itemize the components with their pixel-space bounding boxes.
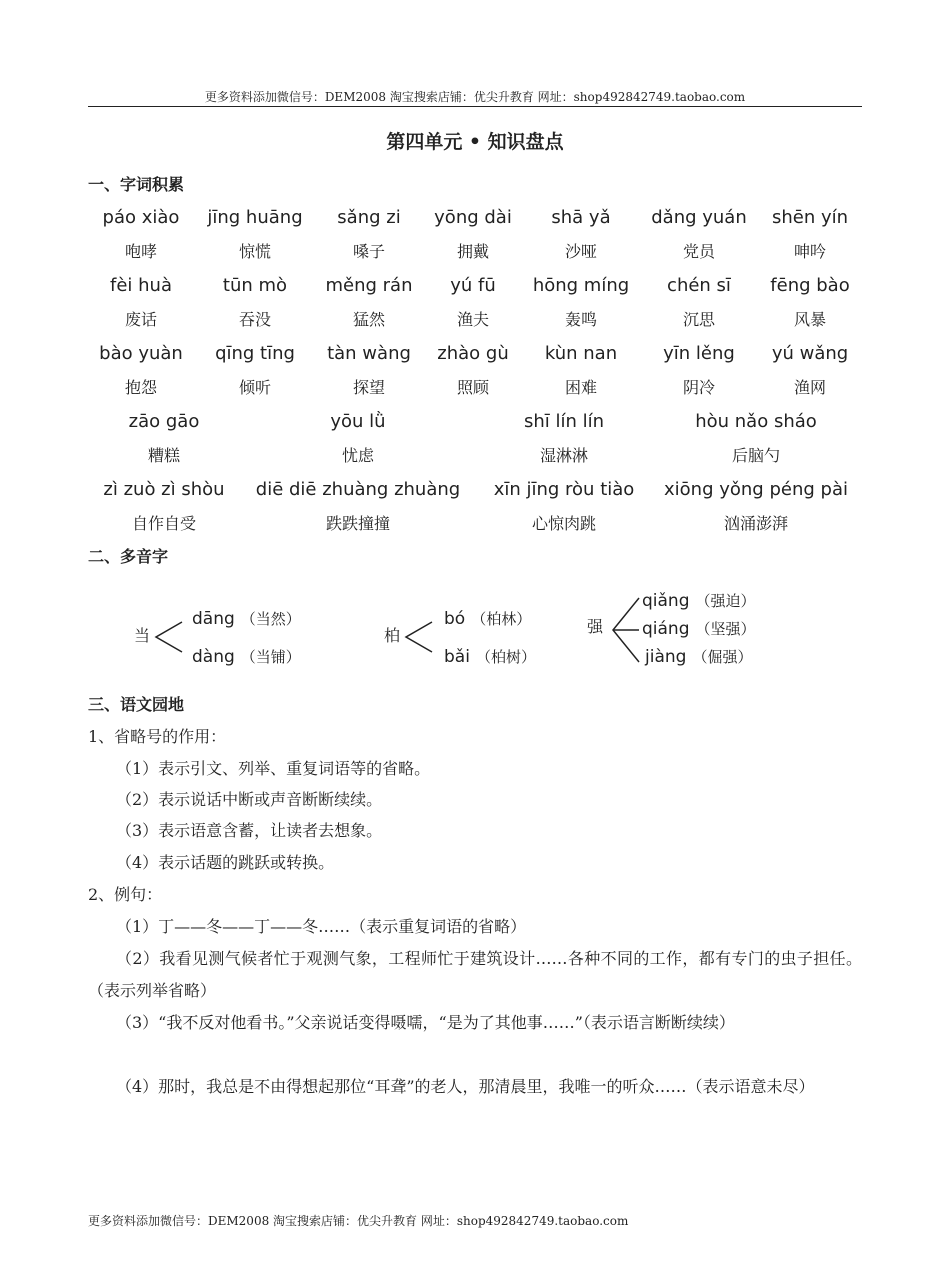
vocab-hanzi: 照顾	[456, 378, 489, 397]
reading-pinyin: qiǎng	[642, 591, 690, 611]
vocab-hanzi: 阴冷	[682, 378, 715, 397]
reading-pinyin: bǎi	[444, 647, 470, 667]
vocab-word	[454, 479, 674, 535]
example-item: （2）我看见测气候者忙于观测气象，工程师忙于建筑设计……各种不同的工作，都有专门的虫子担任。（表示列举省略）	[88, 949, 862, 1000]
polyphone-reading	[645, 646, 752, 667]
vocab-hanzi: 惊慌	[238, 242, 271, 261]
vocab-pinyin: tàn wàng	[327, 343, 411, 364]
word-row	[88, 411, 862, 479]
vocab-pinyin: xiōng yǒng péng pài	[664, 479, 848, 500]
vocab-pinyin: tūn mò	[222, 275, 288, 296]
vocab-pinyin: yōu lǜ	[330, 411, 386, 432]
vocab-hanzi: 风暴	[793, 310, 826, 329]
polyphone-group	[384, 598, 584, 678]
header-divider	[88, 106, 862, 107]
vocab-hanzi: 抱怨	[124, 378, 157, 397]
reading-pinyin: qiáng	[642, 619, 690, 639]
vocab-word	[740, 343, 880, 399]
vocab-pinyin: hòu nǎo sháo	[695, 411, 817, 432]
vocab-hanzi: 党员	[682, 242, 715, 261]
vocab-word	[646, 411, 866, 467]
polyphone-reading	[192, 608, 301, 629]
vocab-word	[54, 411, 274, 467]
vocab-pinyin: yú wǎng	[771, 343, 849, 364]
vocab-word	[248, 411, 468, 467]
section-heading-language-garden: 三、语文园地	[88, 695, 185, 714]
section-heading-vocabulary: 一、字词积累	[88, 175, 185, 194]
vocab-hanzi: 沉思	[682, 310, 715, 329]
page-title: 第四单元 • 知识盘点	[386, 131, 564, 153]
polyphone-reading	[444, 608, 531, 629]
vocab-pinyin: jīng huāng	[207, 207, 303, 228]
vocab-pinyin: zāo gāo	[128, 411, 200, 432]
vocab-hanzi: 咆哮	[124, 242, 157, 261]
page-footer: 更多资料添加微信号：DEM2008 淘宝搜索店铺：优尖升教育 网址：shop492842749.taobao.com	[88, 1214, 629, 1228]
list-item: （4）表示话题的跳跃或转换。	[116, 853, 335, 872]
word-row	[88, 343, 862, 411]
vocab-pinyin: fēng bào	[770, 275, 850, 296]
reading-example: （柏林）	[471, 610, 532, 628]
vocab-hanzi: 后脑勺	[731, 446, 780, 465]
polyphone-char: 强	[587, 617, 604, 636]
vocab-pinyin: bào yuàn	[99, 343, 183, 364]
list-item: （1）表示引文、列举、重复词语等的省略。	[116, 759, 431, 778]
example-item: （1）丁——冬——丁——冬……（表示重复词语的省略）	[116, 917, 527, 936]
reading-example: （当然）	[240, 610, 301, 628]
example-item: （4）那时，我总是不由得想起那位“耳聋”的老人，那清晨里，我唯一的听众……（表示语意未尽）	[116, 1077, 815, 1096]
vocab-hanzi: 忧虑	[341, 446, 374, 465]
vocab-pinyin: shī lín lín	[523, 411, 605, 432]
reading-pinyin: bó	[444, 609, 466, 629]
vocab-hanzi: 糟糕	[147, 446, 180, 465]
vocab-pinyin: sǎng zi	[337, 207, 401, 228]
word-row	[88, 207, 862, 275]
vocab-hanzi: 吞没	[238, 310, 271, 329]
vocab-hanzi: 跌跌撞撞	[325, 514, 390, 533]
vocab-hanzi: 呻吟	[793, 242, 826, 261]
vocab-hanzi: 嗓子	[352, 242, 385, 261]
list-item: （3）表示语意含蓄，让读者去想象。	[116, 821, 383, 840]
list-item: （2）表示说话中断或声音断断续续。	[116, 790, 383, 809]
vocab-pinyin: xīn jīng ròu tiào	[493, 479, 635, 500]
vocab-pinyin: měng rán	[325, 275, 413, 296]
vocab-pinyin: zì zuò zì shòu	[103, 479, 225, 500]
vocab-word	[248, 479, 468, 535]
polyphone-reading	[192, 646, 301, 667]
vocab-hanzi: 心惊肉跳	[531, 514, 596, 533]
vocab-pinyin: yōng dài	[434, 207, 512, 228]
vocab-word	[454, 411, 674, 467]
reading-example: （强迫）	[695, 592, 756, 610]
vocab-pinyin: fèi huà	[110, 275, 172, 296]
vocab-pinyin: diē diē zhuàng zhuàng	[255, 479, 461, 500]
section-heading-polyphones: 二、多音字	[88, 547, 169, 566]
polyphone-char: 柏	[384, 626, 401, 645]
vocab-pinyin: chén sī	[667, 275, 731, 296]
vocab-pinyin: zhào gù	[437, 343, 509, 364]
reading-pinyin: dāng	[192, 609, 235, 629]
vocab-hanzi: 困难	[564, 378, 597, 397]
vocab-hanzi: 猛然	[352, 310, 385, 329]
point-heading: 1、省略号的作用：	[88, 727, 227, 746]
vocab-hanzi: 倾听	[238, 378, 271, 397]
reading-pinyin: jiàng	[645, 647, 687, 667]
polyphone-reading	[642, 618, 756, 639]
point-heading: 2、例句：	[88, 885, 163, 904]
polyphone-group	[134, 598, 354, 678]
reading-example: （坚强）	[695, 620, 756, 638]
vocab-word	[740, 275, 880, 331]
word-row	[88, 479, 862, 547]
polyphone-char: 当	[134, 626, 151, 645]
vocab-hanzi: 自作自受	[131, 514, 196, 533]
vocab-hanzi: 探望	[352, 378, 385, 397]
vocab-hanzi: 拥戴	[456, 242, 489, 261]
vocab-hanzi: 汹涌澎湃	[723, 514, 788, 533]
vocab-pinyin: shā yǎ	[551, 207, 611, 228]
bracket-icon	[404, 620, 434, 654]
vocab-word	[54, 479, 274, 535]
vocab-hanzi: 沙哑	[564, 242, 597, 261]
vocab-hanzi: 渔夫	[456, 310, 489, 329]
vocab-pinyin: shēn yín	[771, 207, 849, 228]
vocab-word	[646, 479, 866, 535]
vocab-pinyin: páo xiào	[102, 207, 180, 228]
vocab-word	[740, 207, 880, 263]
vocab-pinyin: hōng míng	[532, 275, 630, 296]
vocab-hanzi: 渔网	[793, 378, 826, 397]
reading-pinyin: dàng	[192, 647, 235, 667]
vocab-pinyin: dǎng yuán	[651, 207, 747, 228]
polyphone-reading	[642, 590, 756, 611]
reading-example: （当铺）	[240, 648, 301, 666]
word-row	[88, 275, 862, 343]
vocab-hanzi: 废话	[124, 310, 157, 329]
bracket-icon	[154, 620, 184, 654]
vocab-hanzi: 轰鸣	[564, 310, 597, 329]
bracket-icon	[609, 594, 643, 664]
example-item: （3）“我不反对他看书。”父亲说话变得嗫嚅，“是为了其他事……”（表示语言断断续续）	[116, 1013, 735, 1032]
polyphone-reading	[444, 646, 536, 667]
vocab-hanzi: 湿淋淋	[539, 446, 588, 465]
reading-example: （倔强）	[692, 648, 753, 666]
vocab-pinyin: qīng tīng	[215, 343, 295, 364]
reading-example: （柏树）	[475, 648, 536, 666]
vocab-pinyin: yú fū	[450, 275, 496, 296]
vocab-pinyin: kùn nan	[544, 343, 618, 364]
vocab-pinyin: yīn lěng	[663, 343, 735, 364]
page-header: 更多资料添加微信号：DEM2008 淘宝搜索店铺：优尖升教育 网址：shop492842749.taobao.com	[204, 90, 746, 104]
polyphone-group	[587, 588, 787, 674]
